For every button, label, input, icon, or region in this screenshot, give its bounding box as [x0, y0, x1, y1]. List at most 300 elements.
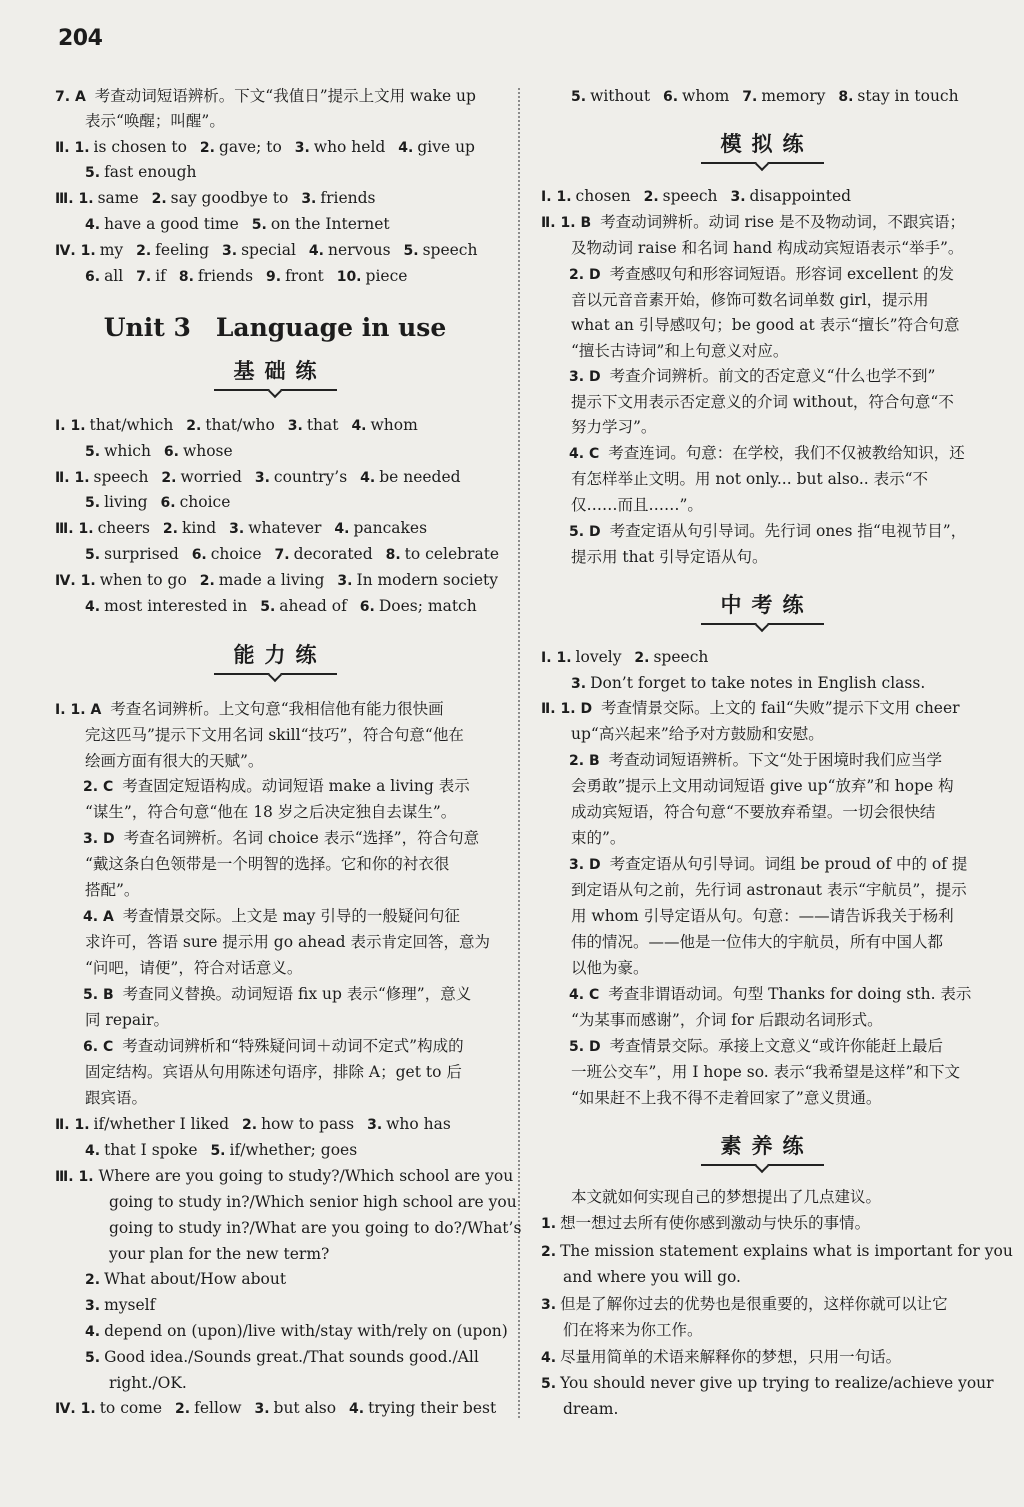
moni-q3-l2: 提示下文用表示否定意义的介词 without，符合句意“不 [571, 393, 954, 411]
text-segment: B [580, 215, 592, 231]
answer-item [163, 519, 216, 537]
text-segment: 5. [210, 1143, 226, 1159]
text-segment: C [103, 1039, 114, 1055]
answer-item [164, 442, 233, 460]
answer-item [634, 648, 708, 666]
text-segment: front [285, 267, 324, 285]
text-segment: Ⅱ. [55, 470, 70, 486]
text-segment: who held [313, 138, 386, 156]
nengli-q4-l3: “问吧，请便”，符合对话意义。 [85, 959, 303, 977]
nengli-q4-l1 [55, 907, 495, 926]
text-segment: 5. [541, 1376, 557, 1392]
answer-item [360, 468, 460, 486]
answer-item [266, 267, 324, 285]
text-segment: if/whether; goes [229, 1141, 358, 1159]
text-segment: how to pass [261, 1115, 355, 1133]
answer-item [571, 87, 650, 105]
nengli-sec3-q1-l3: going to study in?/What are you going to do?/What’s [109, 1219, 522, 1237]
text-segment: 2. [175, 1401, 191, 1417]
text-segment: who has [386, 1115, 451, 1133]
moni-q2-l2: 音以元音音素开始，修饰可数名词单数 girl，提示用 [571, 291, 929, 309]
text-segment: 考查连词。句意：在学校，我们不仅被教给知识，还 [608, 444, 965, 462]
text-segment: 3. [569, 857, 585, 873]
text-segment: friends [320, 189, 376, 207]
zhongkao-q2-l4: 束的”。 [571, 829, 626, 847]
text-segment: 能力练 [214, 639, 337, 675]
answer-item [85, 597, 247, 615]
text-segment: same [97, 189, 139, 207]
text-segment: 6. [163, 444, 179, 460]
text-segment: country’s [273, 468, 348, 486]
answer-item [85, 545, 179, 563]
answer-item [85, 493, 148, 511]
text-segment: Ⅲ. [55, 521, 74, 537]
nengli-q2-l1 [55, 777, 495, 796]
text-segment: 考查定语从句引导词。词组 be proud of 中的 of 提 [609, 855, 968, 873]
text-segment: 4. [541, 1350, 557, 1366]
answer-item [74, 468, 148, 486]
text-segment: most interested in [104, 597, 248, 615]
text-segment: 3. [301, 191, 317, 207]
zhongkao-q3-l5: 以他为豪。 [571, 959, 649, 977]
heading-suyang [541, 1130, 983, 1166]
text-segment: myself [104, 1296, 156, 1314]
heading-moni [541, 128, 983, 164]
text-segment: whom [370, 416, 418, 434]
answer-item [152, 189, 289, 207]
text-segment: 1. [80, 573, 96, 589]
moni-q4-l3: 仅……而且……”。 [571, 496, 703, 514]
text-segment: 2. [242, 1117, 258, 1133]
text-segment: 1. [74, 470, 90, 486]
answer-item [742, 87, 825, 105]
text-segment: 2. [199, 573, 215, 589]
text-segment: 1. [80, 1401, 96, 1417]
text-segment: when to go [99, 571, 187, 589]
text-segment: on the Internet [270, 215, 390, 233]
text-segment: 4. [85, 599, 101, 615]
jichu-sec1-row1 [55, 416, 495, 435]
text-segment: pancakes [353, 519, 428, 537]
zhongkao-q3-l1 [541, 855, 983, 874]
text-segment: friends [197, 267, 254, 285]
text-segment: 5. [571, 89, 587, 105]
suyang-q5-l2: dream. [563, 1400, 619, 1418]
text-segment: 基础练 [214, 355, 337, 391]
moni-q5-l1 [541, 522, 983, 541]
text-segment: 7. [742, 89, 758, 105]
answer-item [367, 1115, 451, 1133]
text-segment: 4. [85, 1143, 101, 1159]
text-segment: Ⅳ. [55, 1401, 76, 1417]
zhongkao-q2-l1 [541, 751, 983, 770]
text-segment: that/which [89, 416, 174, 434]
text-segment: Does; match [378, 597, 477, 615]
text-segment: C [589, 987, 600, 1003]
answer-item [85, 267, 123, 285]
text-segment: 2. [161, 470, 177, 486]
suyang-q1 [541, 1214, 983, 1233]
text-segment: give up [417, 138, 475, 156]
text-segment: disappointed [749, 187, 852, 205]
text-segment: 1. [78, 1169, 94, 1185]
text-segment: D [589, 857, 601, 873]
text-segment: 1. [78, 521, 94, 537]
text-segment: if/whether I liked [93, 1115, 230, 1133]
top-sec2-row2 [55, 163, 495, 182]
text-segment: 1. [74, 1117, 90, 1133]
nengli-q3-l2: “戴这条白色领带是一个明智的选择。它和你的衬衣很 [85, 855, 450, 873]
nengli-q2-l2: “谋生”，符合句意“他在 18 岁之后决定独自去谋生”。 [85, 803, 457, 821]
text-segment: fellow [194, 1399, 242, 1417]
nengli-sec3-q5-l2: right./OK. [109, 1374, 187, 1392]
text-segment: if [155, 267, 166, 285]
moni-q2-l4: “擅长古诗词”和上句意义对应。 [571, 342, 789, 360]
answer-item [200, 571, 325, 589]
heading-jichu [55, 355, 495, 391]
answer-item [175, 1399, 242, 1417]
text-segment: 素养练 [701, 1130, 824, 1166]
text-segment: memory [761, 87, 826, 105]
text-segment: kind [181, 519, 217, 537]
text-segment: C [103, 779, 114, 795]
q7-line2: 表示“唤醒；叫醒”。 [85, 112, 225, 130]
nengli-sec3-q3 [55, 1296, 495, 1315]
moni-q3-l3: 努力学习”。 [571, 418, 657, 436]
text-segment: 5. [83, 987, 99, 1003]
answer-item [79, 519, 150, 537]
text-segment: 4. [85, 1324, 101, 1340]
text-segment: Ⅳ. [55, 573, 76, 589]
text-segment: 3. [83, 831, 99, 847]
heading-zhongkao [541, 589, 983, 625]
text-segment: that/who [205, 416, 275, 434]
text-segment: 5. [569, 524, 585, 540]
text-segment: 2. [541, 1244, 557, 1260]
text-segment: You should never give up trying to realize/achieve your [560, 1374, 994, 1392]
text-segment: The mission statement explains what is important for you [560, 1242, 1013, 1260]
text-segment: 3. [730, 189, 746, 205]
text-segment: ahead of [279, 597, 347, 615]
text-segment: which [104, 442, 151, 460]
answer-item [334, 519, 427, 537]
answer-item [79, 189, 139, 207]
text-segment: 5. [85, 165, 101, 181]
nengli-sec3-q5-l1 [55, 1348, 495, 1367]
text-segment: 考查情景交际。承接上文意义“或许你能赶上最后 [609, 1037, 943, 1055]
text-segment: 6. [359, 599, 375, 615]
text-segment: Ⅱ. [541, 215, 556, 231]
suyang-q3-l2: 们在将来为你工作。 [563, 1321, 703, 1339]
text-segment: living [104, 493, 148, 511]
text-segment: 3. [367, 1117, 383, 1133]
text-segment: 5. [85, 444, 101, 460]
text-segment: nervous [327, 241, 391, 259]
jichu-sec4-row1 [55, 571, 499, 590]
text-segment: say goodbye to [170, 189, 289, 207]
text-segment: 4. [85, 217, 101, 233]
answer-item [81, 571, 187, 589]
text-segment: whom [682, 87, 730, 105]
text-segment: D [589, 1039, 601, 1055]
text-segment: 6. [191, 547, 207, 563]
jichu-sec4-row2 [55, 597, 495, 616]
moni-q2-l3: what an 引导感叹句；be good at 表示“擅长”符合句意 [571, 316, 960, 334]
text-segment: 3. [287, 418, 303, 434]
answer-item [85, 1141, 198, 1159]
nengli-q6-l1 [55, 1037, 495, 1056]
answer-item [730, 187, 851, 205]
answer-item [81, 1399, 162, 1417]
answer-item [74, 1115, 229, 1133]
page-number: 204 [58, 26, 103, 51]
text-segment: 4. [308, 243, 324, 259]
zhongkao-q2-l3: 成动宾短语，符合句意“不要放弃希望。一切会很快结 [571, 803, 936, 821]
text-segment: decorated [293, 545, 373, 563]
nengli-sec3-q2 [55, 1270, 495, 1289]
text-segment: Ⅰ. [541, 650, 552, 666]
text-segment: speech [93, 468, 149, 486]
text-segment: whose [182, 442, 233, 460]
text-segment: 7. [136, 269, 152, 285]
moni-q4-l2: 有怎样举止文明。用 not only... but also.. 表示“不 [571, 470, 929, 488]
text-segment: 1. [70, 702, 86, 718]
text-segment: worried [180, 468, 242, 486]
text-segment: 1. [74, 140, 90, 156]
answer-item [136, 241, 209, 259]
text-segment: 1. [80, 243, 96, 259]
text-segment: 考查情景交际。上文是 may 引导的一般疑问句征 [122, 907, 460, 925]
text-segment: 5. [403, 243, 419, 259]
heading-nengli [55, 639, 495, 675]
text-segment: made a living [218, 571, 325, 589]
nengli-q3-l3: 搭配”。 [85, 881, 140, 899]
moni-sec1-row1 [541, 187, 983, 206]
moni-q2-l1 [541, 265, 983, 284]
answer-item [301, 189, 375, 207]
text-segment: 3. [294, 140, 310, 156]
text-segment: 1. [560, 215, 576, 231]
answer-item [85, 163, 197, 181]
text-segment: 4. [569, 446, 585, 462]
answer-item [404, 241, 478, 259]
text-segment: A [103, 909, 114, 925]
suyang-q4 [541, 1348, 983, 1367]
text-segment: lovely [575, 648, 622, 666]
text-segment: stay in touch [857, 87, 959, 105]
text-segment: Ⅱ. [55, 140, 70, 156]
answer-item [161, 493, 231, 511]
text-segment: 8. [178, 269, 194, 285]
text-segment: A [90, 702, 102, 718]
zhongkao-q5-l3: “如果赶不上我不得不走着回家了”意义贯通。 [571, 1089, 882, 1107]
text-segment: 4. [569, 987, 585, 1003]
text-segment: Ⅳ. [55, 243, 76, 259]
text-segment: 考查感叹句和形容词短语。形容词 excellent 的发 [609, 265, 954, 283]
text-segment: to come [99, 1399, 163, 1417]
text-segment: 1. [560, 701, 576, 717]
text-segment: 考查名词辨析。上文句意“我相信他有能力很快画 [110, 700, 444, 718]
answer-item [337, 571, 498, 589]
answer-item [309, 241, 391, 259]
top-sec4-row1 [55, 241, 495, 260]
zhongkao-sec1-row1 [541, 648, 983, 667]
answer-item [85, 442, 151, 460]
text-segment: 5. [260, 599, 276, 615]
zhongkao-q1-l1 [541, 699, 983, 718]
text-segment: 4. [334, 521, 350, 537]
text-segment: choice [179, 493, 231, 511]
text-segment: Ⅲ. [55, 191, 74, 207]
text-segment: 考查情景交际。上文的 fail“失败”提示下文用 cheer [601, 699, 960, 717]
text-segment: Ⅰ. [55, 418, 66, 434]
answer-item [556, 187, 630, 205]
text-segment: 1. [541, 1216, 557, 1232]
jichu-sec2-row2 [55, 493, 495, 512]
text-segment: 考查动词辨析和“特殊疑问词＋动词不定式”构成的 [122, 1037, 464, 1055]
moni-q1-l2: 及物动词 raise 和名词 hand 构成动宾短语表示“举手”。 [571, 239, 964, 257]
text-segment: 7. [274, 547, 290, 563]
text-segment: 想一想过去所有使你感到激动与快乐的事情。 [560, 1214, 871, 1232]
text-segment: 3. [229, 521, 245, 537]
text-segment: 9. [266, 269, 282, 285]
nengli-sec3-q1-l1 [55, 1167, 514, 1186]
text-segment: 考查动词辨析。动词 rise 是不及物动词，不跟宾语； [600, 213, 965, 231]
text-segment: Ⅰ. [55, 702, 66, 718]
text-segment: fast enough [104, 163, 197, 181]
text-segment: 5. [85, 495, 101, 511]
answer-item [288, 416, 339, 434]
text-segment: Don’t forget to take notes in English class. [590, 674, 926, 692]
text-segment: 模拟练 [701, 128, 824, 164]
text-segment: 1. [70, 418, 86, 434]
nengli-sec3-q1-l4: your plan for the new term? [109, 1245, 330, 1263]
text-segment: A [75, 89, 86, 105]
text-segment: B [103, 987, 114, 1003]
text-segment: Ⅱ. [55, 1117, 70, 1133]
text-segment: chosen [575, 187, 631, 205]
q7-line1 [55, 87, 495, 106]
answer-item [295, 138, 386, 156]
text-segment: 6. [85, 269, 101, 285]
text-segment: 考查介词辨析。前文的否定意义“什么也学不到” [609, 367, 936, 385]
text-segment: 4. [398, 140, 414, 156]
answer-item [70, 416, 173, 434]
answer-item [571, 674, 925, 692]
answer-item [663, 87, 729, 105]
answer-item [644, 187, 718, 205]
text-segment: is chosen to [93, 138, 187, 156]
nengli-sec2-row2 [55, 1141, 495, 1160]
text-segment: 5. [251, 217, 267, 233]
text-segment: 3. [541, 1297, 557, 1313]
text-segment: cheers [97, 519, 150, 537]
zhongkao-q3-l4: 伟的情况。——他是一位伟大的宇航员，所有中国人都 [571, 933, 944, 951]
text-segment: feeling [155, 241, 210, 259]
answer-item [161, 468, 242, 486]
text-segment: that [306, 416, 339, 434]
top-sec3-row2 [55, 215, 495, 234]
moni-q4-l1 [541, 444, 983, 463]
answer-item [200, 138, 282, 156]
text-segment: without [590, 87, 651, 105]
zhongkao-q4-l2: “为某事而感谢”，介词 for 后跟动名词形式。 [571, 1011, 883, 1029]
nengli-q6-l3: 跟宾语。 [85, 1089, 148, 1107]
text-segment: 8. [838, 89, 854, 105]
text-segment: 2. [162, 521, 178, 537]
zhongkao-sec1-row2 [541, 674, 983, 693]
jichu-sec1-row2 [55, 442, 495, 461]
suyang-q5-l1 [541, 1374, 994, 1393]
answer-item [275, 545, 373, 563]
text-segment: 2. [569, 753, 585, 769]
answer-item [222, 241, 296, 259]
nengli-sec3-q1-l2: going to study in?/Which senior high school are you [109, 1193, 517, 1211]
nengli-q5-l1 [55, 985, 495, 1004]
text-segment: D [580, 701, 593, 717]
text-segment: Ⅲ. [55, 1169, 74, 1185]
jichu-sec2-row1 [55, 468, 495, 487]
text-segment: 考查固定短语构成。动词短语 make a living 表示 [122, 777, 470, 795]
top-sec4-row2 [55, 267, 495, 286]
text-segment: 1. [556, 650, 572, 666]
text-segment: speech [662, 187, 718, 205]
text-segment: 考查动词短语辨析。下文“处于困境时我们应当学 [608, 751, 943, 769]
text-segment: 10. [336, 269, 362, 285]
text-segment: 3. [85, 1298, 101, 1314]
text-segment: 5. [85, 1350, 101, 1366]
text-segment: speech [653, 648, 709, 666]
text-segment: 1. [78, 191, 94, 207]
text-segment: In modern society [356, 571, 499, 589]
text-segment: trying their best [368, 1399, 497, 1417]
text-segment: Ⅰ. [541, 189, 552, 205]
nengli-q4-l2: 求许可，答语 sure 提示用 go ahead 表示肯定回答，意为 [85, 933, 490, 951]
text-segment: 考查定语从句引导词。先行词 ones 指“电视节目”， [609, 522, 967, 540]
text-segment: 3. [222, 243, 238, 259]
nengli-sec2-row1 [55, 1115, 495, 1134]
nengli-sec4-row1 [55, 1399, 495, 1418]
text-segment: 8. [385, 547, 401, 563]
text-segment: 考查动词短语辨析。下文“我值日”提示上文用 wake up [94, 87, 476, 105]
text-segment: Ⅱ. [541, 701, 556, 717]
answer-item [254, 1399, 336, 1417]
text-segment: D [589, 524, 601, 540]
suyang-q2-l2: and where you will go. [563, 1268, 741, 1286]
text-segment: 尽量用简单的术语来解释你的梦想，只用一句话。 [560, 1348, 902, 1366]
text-segment: all [104, 267, 124, 285]
right-top-row [541, 87, 983, 106]
zhongkao-q3-l3: 用 whom 引导定语从句。句意：——请告诉我关于杨利 [571, 907, 954, 925]
text-segment: 3. [571, 676, 587, 692]
text-segment: special [241, 241, 296, 259]
text-segment: D [589, 369, 601, 385]
text-segment: Where are you going to study?/Which school are you [98, 1167, 514, 1185]
text-segment: 4. [351, 418, 367, 434]
text-segment: 考查名词辨析。名词 choice 表示“选择”，符合句意 [123, 829, 480, 847]
text-segment: gave; to [218, 138, 282, 156]
text-segment: 2. [85, 1272, 101, 1288]
suyang-intro: 本文就如何实现自己的梦想提出了几点建议。 [571, 1188, 882, 1206]
nengli-q1-l1 [55, 700, 495, 719]
suyang-q3-l1 [541, 1295, 983, 1314]
answer-item [260, 597, 347, 615]
jichu-sec3-row1 [55, 519, 495, 538]
answer-item [556, 648, 621, 666]
text-segment: What about/How about [104, 1270, 287, 1288]
text-segment: C [589, 446, 600, 462]
text-segment: 3. [337, 573, 353, 589]
